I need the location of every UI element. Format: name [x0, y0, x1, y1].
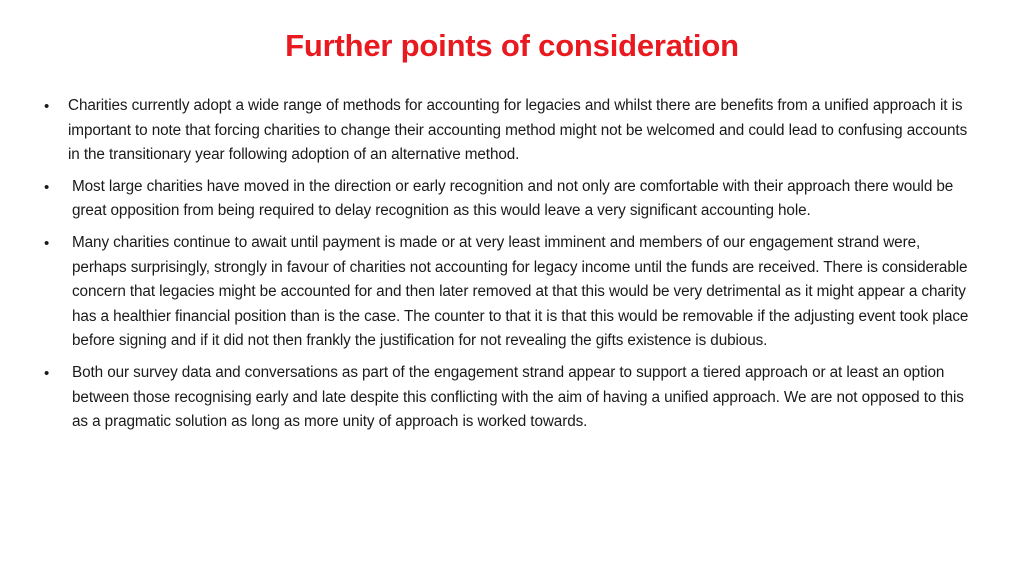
- bullet-text: Charities currently adopt a wide range of methods for accounting for legacies and whilst there are benefits from a unified approach it is important to note that forcing charities to change their accounting method might not be welcomed and could lead to confusing accounts in the transitionary year following adoption of an alternative method.: [68, 97, 968, 164]
- bullet-marker-icon: •: [44, 234, 50, 252]
- bullet-text: Both our survey data and conversations as part of the engagement strand appear to support a tiered approach or at least an option between those recognising early and late despite this conflicting with the aim of having a unified approach. We are not opposed to this as a pragmatic solution as long as more unity of approach is worked towards.: [72, 363, 964, 431]
- bullet-list: [44, 94, 974, 442]
- bullet-marker-icon: •: [44, 364, 50, 382]
- bullet-text: Most large charities have moved in the direction or early recognition and not only are comfortable with their approach there would be great opposition from being required to delay recognition as this would leave a very significant accounting hole.: [72, 177, 954, 220]
- bullet-item: [44, 231, 974, 354]
- bullet-marker-icon: •: [44, 98, 50, 115]
- bullet-item: [44, 361, 974, 435]
- bullet-item: [44, 94, 974, 168]
- bullet-marker-icon: •: [44, 178, 50, 196]
- bullet-text: Many charities continue to await until payment is made or at very least imminent and members of our engagement strand were, perhaps surprisingly, strongly in favour of charities not accounting for legacy income until the funds are received. There is considerable concern that legacies might be accounted for and then later removed at that this would be very detrimental as it might appear a charity has a healthier financial position than is the case. The counter to that it is that this would be removable if the adjusting event took place before signing and if it did not then frankly the justification for not revealing the gifts existence is dubious.: [72, 233, 969, 350]
- slide-title: Further points of consideration: [285, 28, 739, 63]
- bullet-item: [44, 175, 974, 224]
